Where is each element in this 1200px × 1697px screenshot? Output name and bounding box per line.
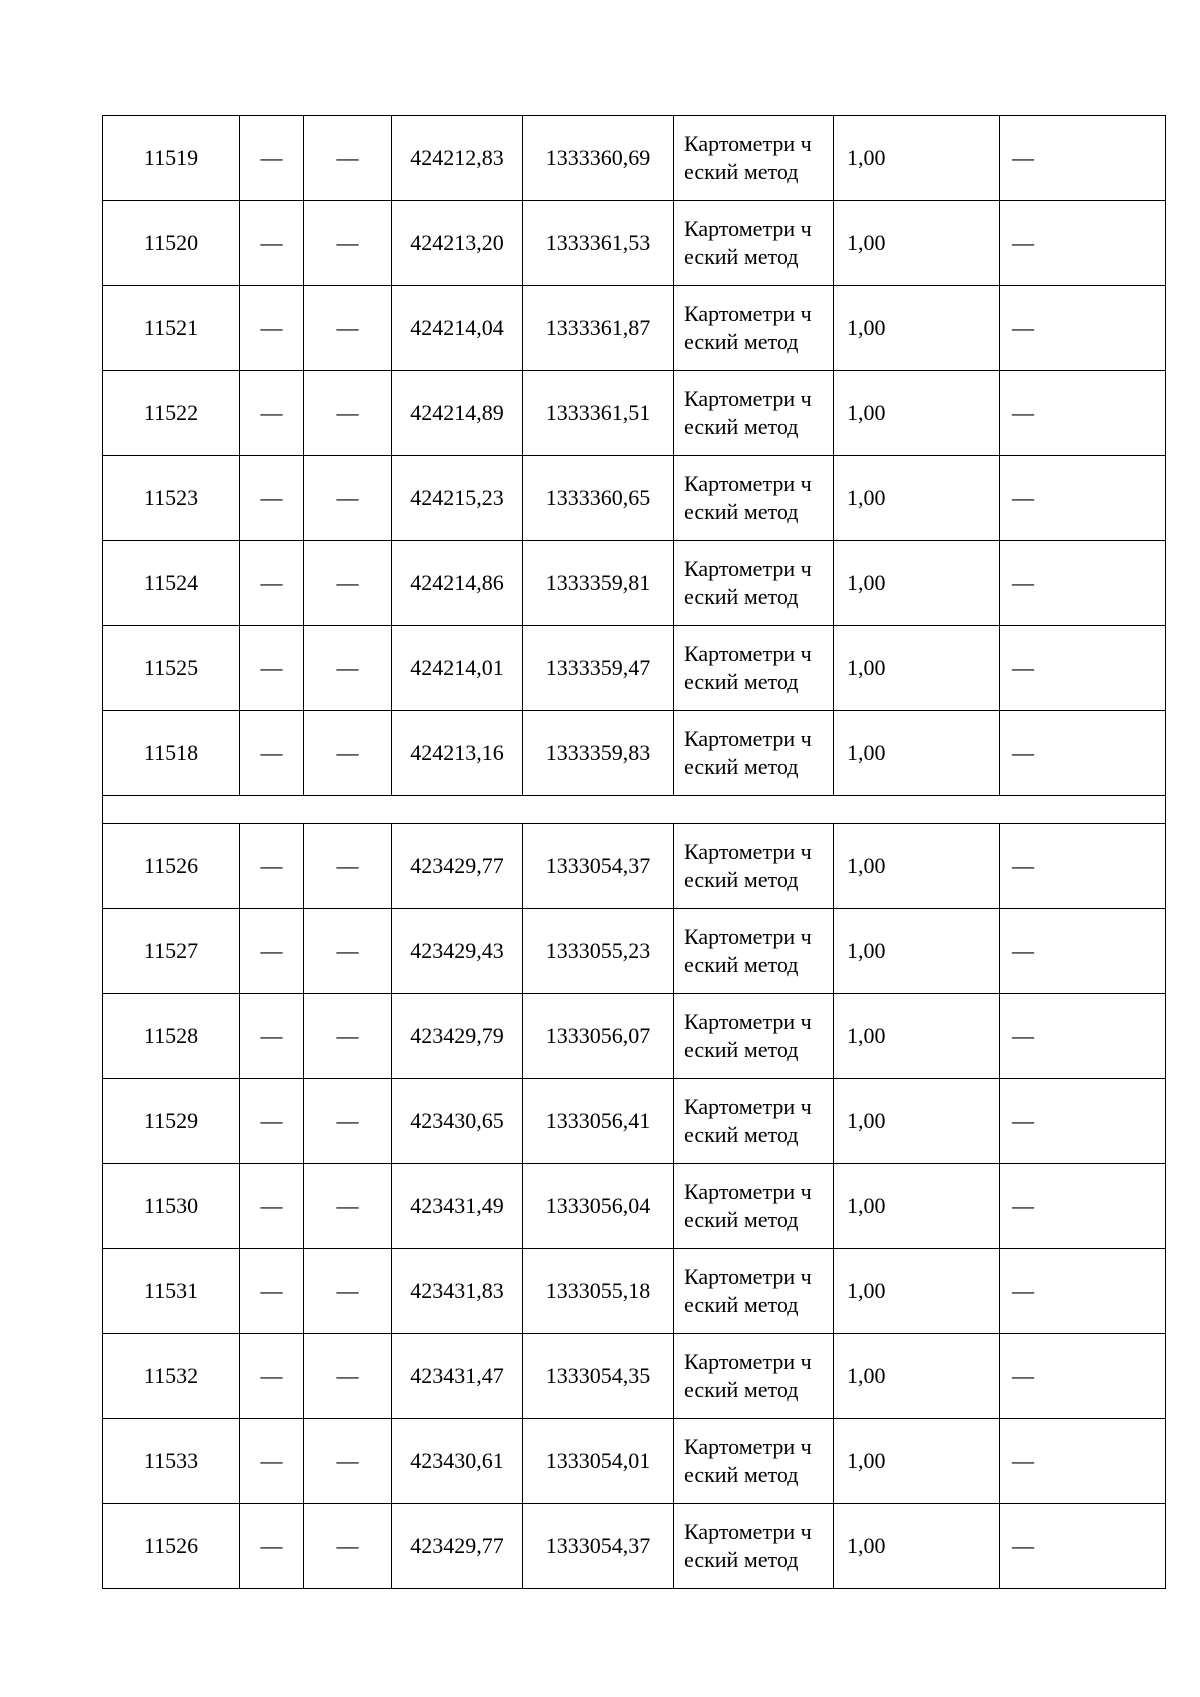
point-number-cell: 11521	[103, 286, 240, 371]
method-cell	[674, 711, 834, 796]
point-number-cell: 11531	[103, 1249, 240, 1334]
accuracy-cell: 1,00	[834, 1504, 1000, 1589]
empty-dash-cell: —	[1000, 626, 1166, 711]
table-row	[103, 201, 1166, 286]
coordinates-table-body	[103, 116, 1166, 1589]
empty-dash-cell: —	[304, 626, 392, 711]
table-row	[103, 909, 1166, 994]
empty-dash-cell: —	[240, 116, 304, 201]
coordinates-table	[102, 115, 1166, 1589]
y-coordinate-cell: 1333360,65	[523, 456, 674, 541]
x-coordinate-cell: 424214,01	[392, 626, 523, 711]
empty-dash-cell: —	[1000, 456, 1166, 541]
table-row	[103, 626, 1166, 711]
y-coordinate-cell: 1333056,07	[523, 994, 674, 1079]
empty-dash-cell: —	[240, 201, 304, 286]
method-text: Картометри ческий метод	[684, 131, 812, 184]
point-number-cell: 11533	[103, 1419, 240, 1504]
empty-dash-cell: —	[240, 711, 304, 796]
empty-dash-cell: —	[1000, 371, 1166, 456]
accuracy-cell: 1,00	[834, 1249, 1000, 1334]
method-text: Картометри ческий метод	[684, 1179, 812, 1232]
method-cell	[674, 1249, 834, 1334]
table-row	[103, 456, 1166, 541]
y-coordinate-cell: 1333054,35	[523, 1334, 674, 1419]
empty-dash-cell: —	[240, 626, 304, 711]
method-text: Картометри ческий метод	[684, 839, 812, 892]
x-coordinate-cell: 423431,49	[392, 1164, 523, 1249]
empty-dash-cell: —	[1000, 1419, 1166, 1504]
empty-dash-cell: —	[304, 286, 392, 371]
accuracy-cell: 1,00	[834, 541, 1000, 626]
empty-dash-cell: —	[240, 824, 304, 909]
accuracy-cell: 1,00	[834, 1164, 1000, 1249]
empty-dash-cell: —	[1000, 116, 1166, 201]
point-number-cell: 11526	[103, 1504, 240, 1589]
x-coordinate-cell: 423429,77	[392, 824, 523, 909]
x-coordinate-cell: 424214,89	[392, 371, 523, 456]
point-number-cell: 11525	[103, 626, 240, 711]
y-coordinate-cell: 1333361,87	[523, 286, 674, 371]
empty-dash-cell: —	[304, 711, 392, 796]
table-row	[103, 994, 1166, 1079]
x-coordinate-cell: 424212,83	[392, 116, 523, 201]
x-coordinate-cell: 423429,79	[392, 994, 523, 1079]
method-text: Картометри ческий метод	[684, 726, 812, 779]
y-coordinate-cell: 1333359,83	[523, 711, 674, 796]
empty-dash-cell: —	[240, 1164, 304, 1249]
point-number-cell: 11523	[103, 456, 240, 541]
accuracy-cell: 1,00	[834, 626, 1000, 711]
empty-dash-cell: —	[1000, 286, 1166, 371]
empty-dash-cell: —	[1000, 1164, 1166, 1249]
method-cell	[674, 1419, 834, 1504]
table-row	[103, 1504, 1166, 1589]
y-coordinate-cell: 1333359,47	[523, 626, 674, 711]
empty-dash-cell: —	[304, 1504, 392, 1589]
point-number-cell: 11530	[103, 1164, 240, 1249]
empty-dash-cell: —	[1000, 909, 1166, 994]
accuracy-cell: 1,00	[834, 371, 1000, 456]
table-row	[103, 286, 1166, 371]
method-cell	[674, 1164, 834, 1249]
accuracy-cell: 1,00	[834, 909, 1000, 994]
empty-dash-cell: —	[304, 1334, 392, 1419]
empty-dash-cell: —	[240, 1419, 304, 1504]
method-text: Картометри ческий метод	[684, 556, 812, 609]
accuracy-cell: 1,00	[834, 116, 1000, 201]
table-row	[103, 824, 1166, 909]
x-coordinate-cell: 424214,86	[392, 541, 523, 626]
method-cell	[674, 201, 834, 286]
y-coordinate-cell: 1333056,41	[523, 1079, 674, 1164]
method-text: Картометри ческий метод	[684, 1349, 812, 1402]
method-cell	[674, 1334, 834, 1419]
empty-dash-cell: —	[240, 994, 304, 1079]
empty-dash-cell: —	[240, 1334, 304, 1419]
y-coordinate-cell: 1333360,69	[523, 116, 674, 201]
x-coordinate-cell: 423429,77	[392, 1504, 523, 1589]
method-text: Картометри ческий метод	[684, 641, 812, 694]
method-cell	[674, 626, 834, 711]
accuracy-cell: 1,00	[834, 994, 1000, 1079]
point-number-cell: 11528	[103, 994, 240, 1079]
method-text: Картометри ческий метод	[684, 1094, 812, 1147]
point-number-cell: 11519	[103, 116, 240, 201]
table-row	[103, 1249, 1166, 1334]
empty-dash-cell: —	[304, 1419, 392, 1504]
method-cell	[674, 286, 834, 371]
method-cell	[674, 1504, 834, 1589]
table-row	[103, 1419, 1166, 1504]
accuracy-cell: 1,00	[834, 1334, 1000, 1419]
group-separator-cell	[103, 796, 1166, 824]
method-text: Картометри ческий метод	[684, 386, 812, 439]
empty-dash-cell: —	[240, 1249, 304, 1334]
point-number-cell: 11526	[103, 824, 240, 909]
point-number-cell: 11524	[103, 541, 240, 626]
x-coordinate-cell: 424214,04	[392, 286, 523, 371]
empty-dash-cell: —	[240, 456, 304, 541]
empty-dash-cell: —	[1000, 994, 1166, 1079]
method-cell	[674, 371, 834, 456]
y-coordinate-cell: 1333361,51	[523, 371, 674, 456]
empty-dash-cell: —	[304, 456, 392, 541]
x-coordinate-cell: 424215,23	[392, 456, 523, 541]
table-row	[103, 1164, 1166, 1249]
y-coordinate-cell: 1333359,81	[523, 541, 674, 626]
accuracy-cell: 1,00	[834, 1079, 1000, 1164]
method-text: Картометри ческий метод	[684, 471, 812, 524]
x-coordinate-cell: 423430,61	[392, 1419, 523, 1504]
y-coordinate-cell: 1333054,01	[523, 1419, 674, 1504]
method-text: Картометри ческий метод	[684, 1264, 812, 1317]
empty-dash-cell: —	[240, 1504, 304, 1589]
empty-dash-cell: —	[304, 541, 392, 626]
empty-dash-cell: —	[304, 116, 392, 201]
empty-dash-cell: —	[304, 201, 392, 286]
empty-dash-cell: —	[1000, 711, 1166, 796]
empty-dash-cell: —	[304, 1249, 392, 1334]
method-text: Картометри ческий метод	[684, 1009, 812, 1062]
empty-dash-cell: —	[240, 541, 304, 626]
method-text: Картометри ческий метод	[684, 301, 812, 354]
point-number-cell: 11529	[103, 1079, 240, 1164]
table-row	[103, 116, 1166, 201]
empty-dash-cell: —	[304, 1079, 392, 1164]
empty-dash-cell: —	[304, 1164, 392, 1249]
x-coordinate-cell: 424213,16	[392, 711, 523, 796]
method-text: Картометри ческий метод	[684, 924, 812, 977]
table-row	[103, 371, 1166, 456]
group-separator-row	[103, 796, 1166, 824]
method-text: Картометри ческий метод	[684, 1519, 812, 1572]
empty-dash-cell: —	[304, 909, 392, 994]
table-row	[103, 711, 1166, 796]
x-coordinate-cell: 423430,65	[392, 1079, 523, 1164]
y-coordinate-cell: 1333054,37	[523, 824, 674, 909]
empty-dash-cell: —	[304, 371, 392, 456]
accuracy-cell: 1,00	[834, 286, 1000, 371]
y-coordinate-cell: 1333361,53	[523, 201, 674, 286]
empty-dash-cell: —	[1000, 1249, 1166, 1334]
y-coordinate-cell: 1333055,23	[523, 909, 674, 994]
empty-dash-cell: —	[1000, 201, 1166, 286]
empty-dash-cell: —	[240, 371, 304, 456]
empty-dash-cell: —	[1000, 1334, 1166, 1419]
point-number-cell: 11527	[103, 909, 240, 994]
method-text: Картометри ческий метод	[684, 216, 812, 269]
x-coordinate-cell: 424213,20	[392, 201, 523, 286]
method-cell	[674, 909, 834, 994]
empty-dash-cell: —	[304, 994, 392, 1079]
method-cell	[674, 541, 834, 626]
empty-dash-cell: —	[1000, 541, 1166, 626]
point-number-cell: 11518	[103, 711, 240, 796]
method-cell	[674, 994, 834, 1079]
method-cell	[674, 456, 834, 541]
y-coordinate-cell: 1333056,04	[523, 1164, 674, 1249]
empty-dash-cell: —	[304, 824, 392, 909]
accuracy-cell: 1,00	[834, 711, 1000, 796]
accuracy-cell: 1,00	[834, 1419, 1000, 1504]
y-coordinate-cell: 1333054,37	[523, 1504, 674, 1589]
table-row	[103, 541, 1166, 626]
point-number-cell: 11520	[103, 201, 240, 286]
point-number-cell: 11532	[103, 1334, 240, 1419]
empty-dash-cell: —	[240, 909, 304, 994]
accuracy-cell: 1,00	[834, 456, 1000, 541]
method-cell	[674, 1079, 834, 1164]
x-coordinate-cell: 423431,47	[392, 1334, 523, 1419]
y-coordinate-cell: 1333055,18	[523, 1249, 674, 1334]
empty-dash-cell: —	[240, 286, 304, 371]
table-row	[103, 1079, 1166, 1164]
method-cell	[674, 116, 834, 201]
x-coordinate-cell: 423431,83	[392, 1249, 523, 1334]
accuracy-cell: 1,00	[834, 201, 1000, 286]
empty-dash-cell: —	[1000, 1504, 1166, 1589]
method-cell	[674, 824, 834, 909]
accuracy-cell: 1,00	[834, 824, 1000, 909]
point-number-cell: 11522	[103, 371, 240, 456]
x-coordinate-cell: 423429,43	[392, 909, 523, 994]
method-text: Картометри ческий метод	[684, 1434, 812, 1487]
empty-dash-cell: —	[240, 1079, 304, 1164]
empty-dash-cell: —	[1000, 824, 1166, 909]
table-row	[103, 1334, 1166, 1419]
empty-dash-cell: —	[1000, 1079, 1166, 1164]
